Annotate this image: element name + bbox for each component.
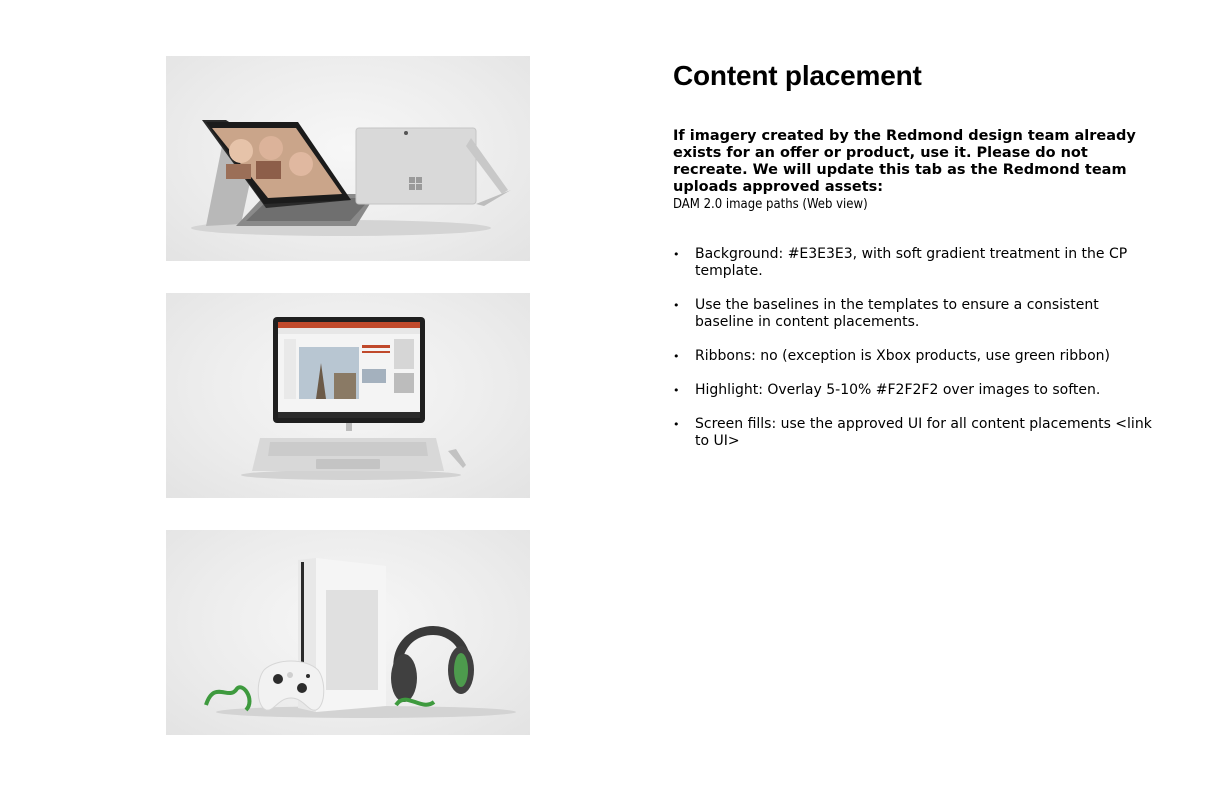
page-title: Content placement [673,60,922,91]
xbox-one-s-image [166,530,530,735]
surface-book-illustration [166,293,530,498]
surface-book-image [166,293,530,498]
xbox-illustration [166,530,530,735]
surface-pro-illustration [166,56,530,261]
list-item: • Screen fills: use the approved UI for all content placements <link to UI> [673,416,1152,449]
list-item: • Use the baselines in the templates to ensure a consistent baseline in content placements. [673,297,1099,330]
bullet-icon: • [673,248,680,261]
intro-text: If imagery created by the Redmond design team already exists for an offer or product, use it. Please do not recreate. We will update this tab as the Redmond team uploads approved assets: [673,128,1136,195]
list-item: • Ribbons: no (exception is Xbox products, use green ribbon) [673,348,1110,364]
dam-image-paths-link[interactable]: DAM 2.0 image paths (Web view) [673,197,868,212]
bullet-icon: • [673,299,680,312]
list-item: • Background: #E3E3E3, with soft gradient treatment in the CP template. [673,246,1128,279]
list-item: • Highlight: Overlay 5-10% #F2F2F2 over images to soften. [673,382,1101,398]
guidelines-list [673,246,1153,467]
bullet-icon: • [673,384,680,397]
bullet-icon: • [673,350,680,363]
surface-pro-image [166,56,530,261]
bullet-icon: • [673,418,680,431]
